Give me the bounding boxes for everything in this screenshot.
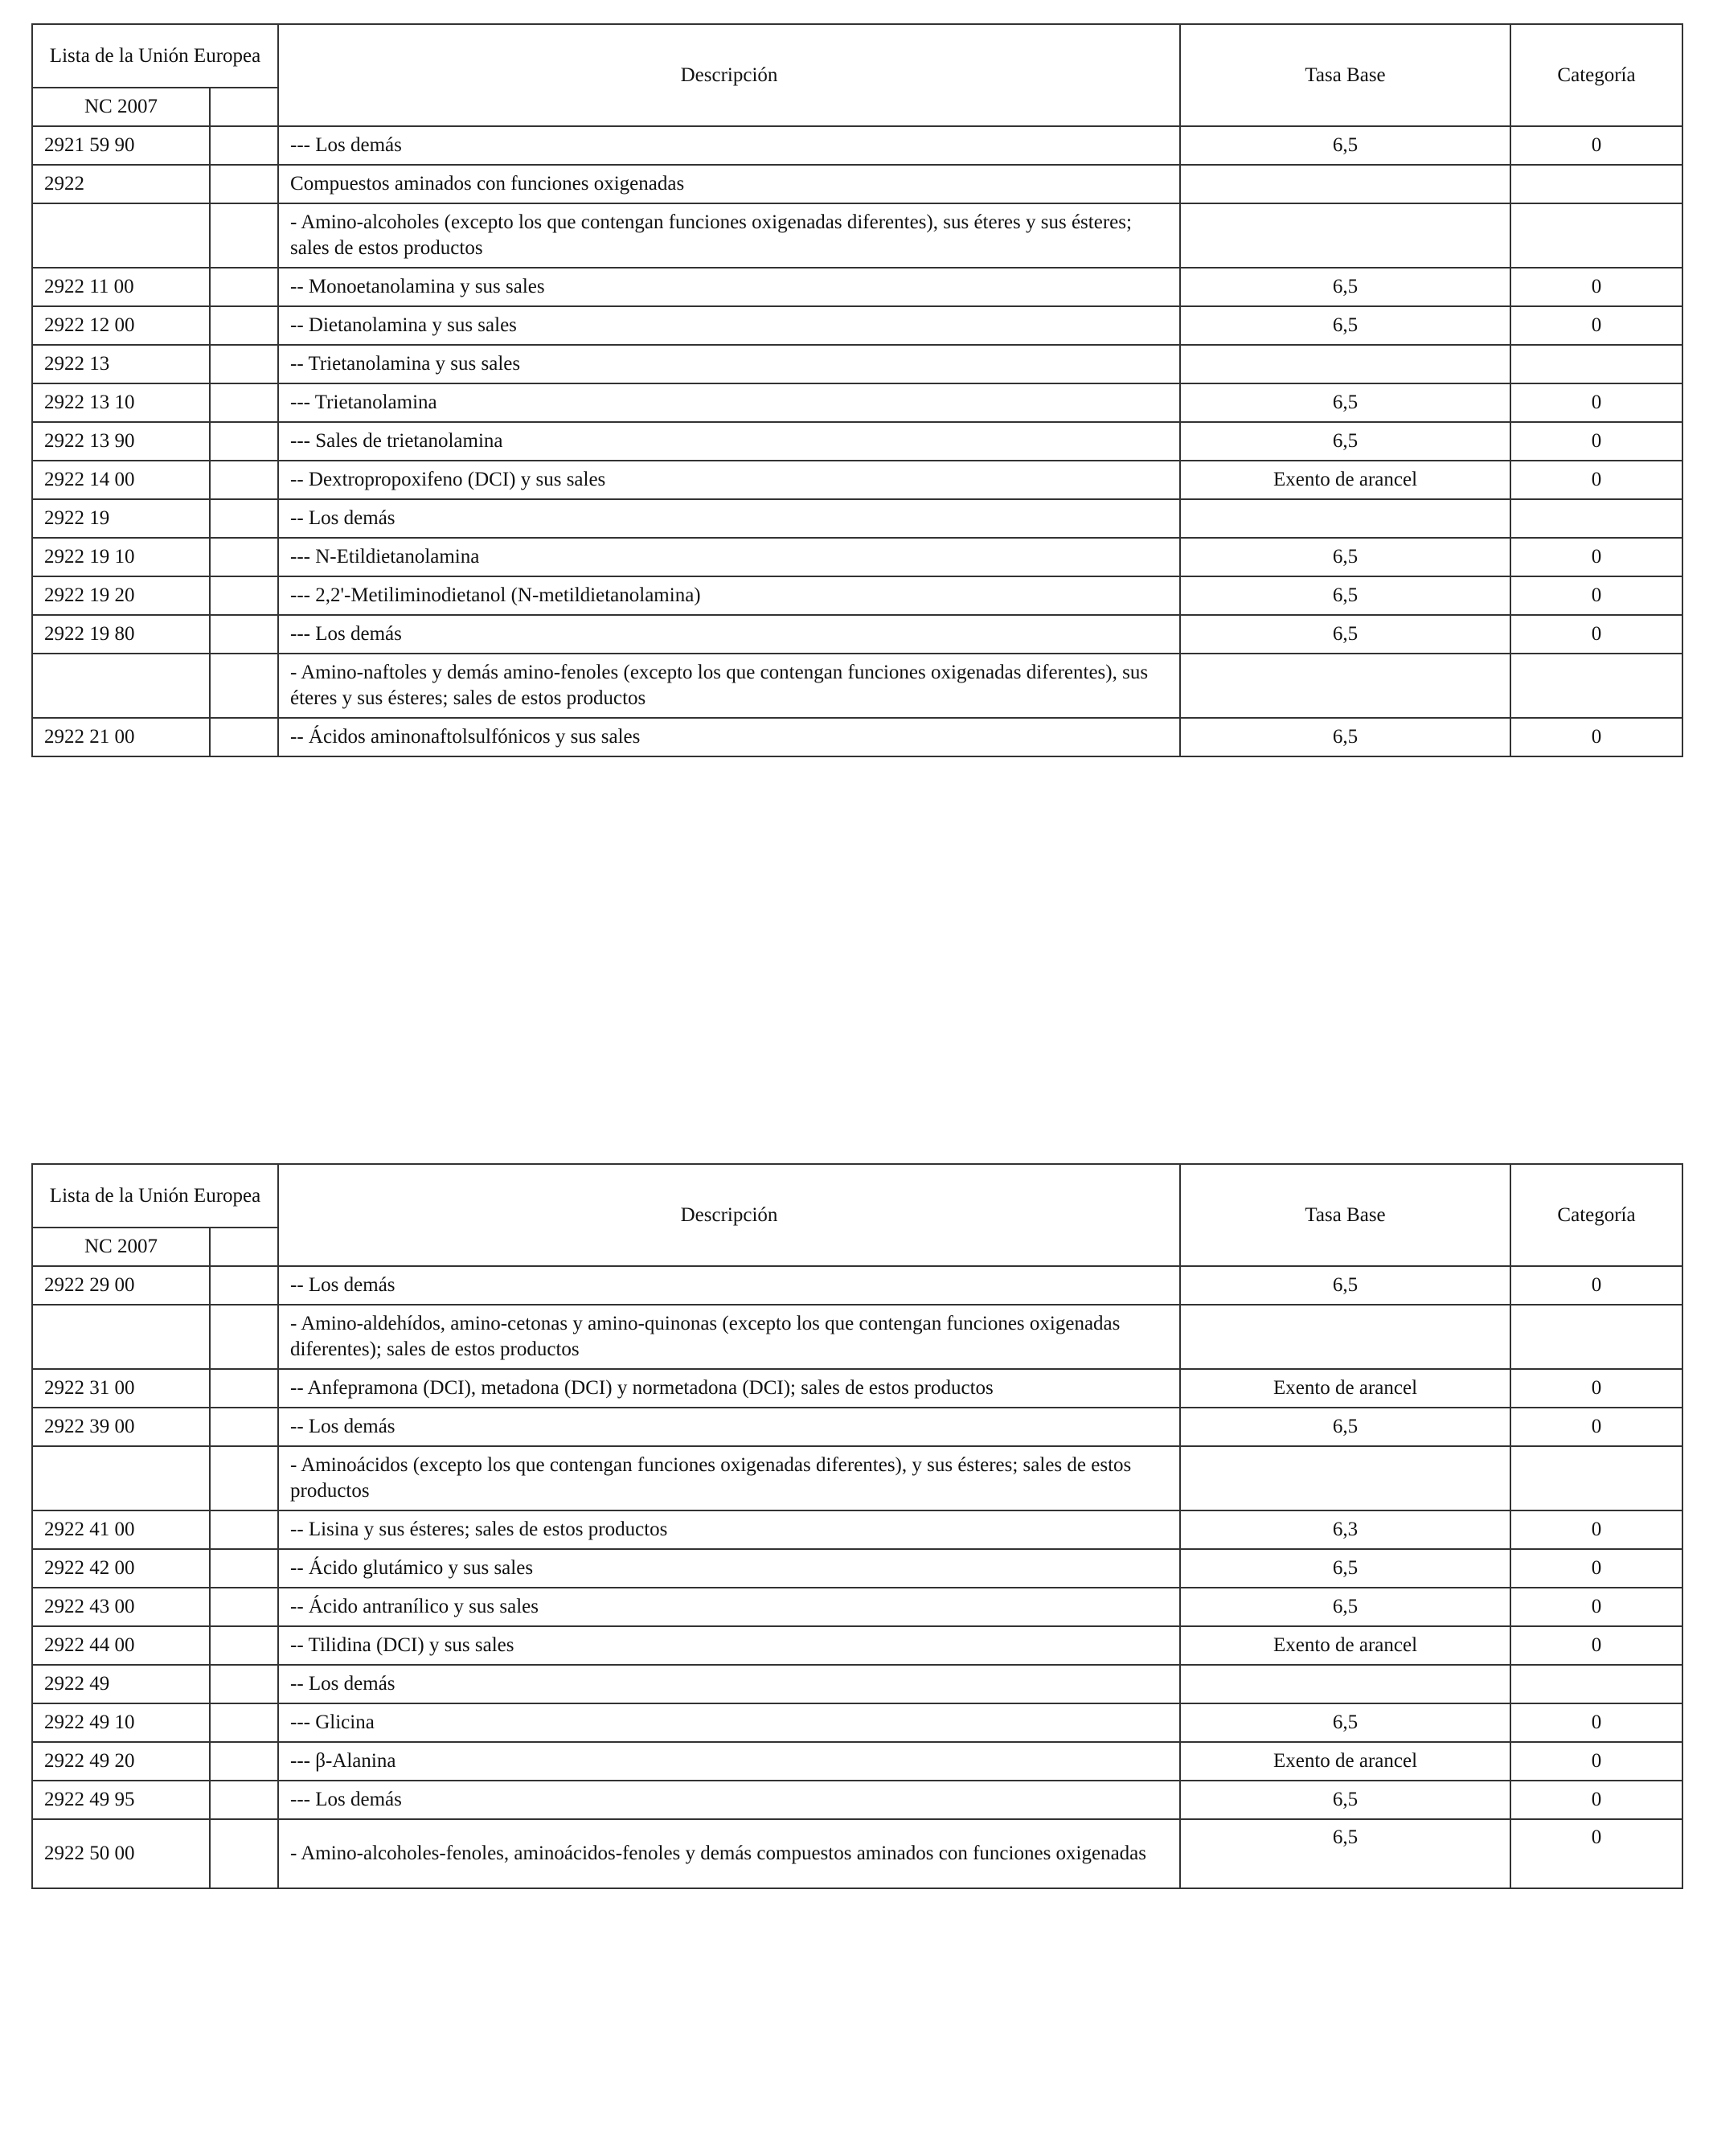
description: -- Los demás (278, 1665, 1180, 1703)
nc-code (32, 203, 210, 268)
tasa-base (1180, 1446, 1510, 1510)
categoria (1510, 654, 1682, 718)
categoria (1510, 1665, 1682, 1703)
nc-code: 2922 49 95 (32, 1781, 210, 1819)
nc-code: 2922 19 10 (32, 538, 210, 576)
table-row (32, 1446, 1682, 1510)
table-row (32, 538, 1682, 576)
empty-cell (210, 576, 278, 615)
description: - Aminoácidos (excepto los que contengan funciones oxigenadas diferentes), y sus ésteres; sales de estos productos (278, 1446, 1180, 1510)
empty-cell (210, 1742, 278, 1781)
empty-cell (210, 461, 278, 499)
tasa-base: 6,5 (1180, 538, 1510, 576)
header-categoria: Categoría (1510, 1164, 1682, 1266)
categoria: 0 (1510, 576, 1682, 615)
categoria: 0 (1510, 1781, 1682, 1819)
header-empty-cell (210, 88, 278, 126)
empty-cell (210, 126, 278, 165)
categoria: 0 (1510, 1510, 1682, 1549)
table-row (32, 499, 1682, 538)
nc-code: 2922 41 00 (32, 1510, 210, 1549)
empty-cell (210, 165, 278, 203)
table-header (32, 24, 1682, 126)
nc-code: 2922 49 10 (32, 1703, 210, 1742)
tasa-base: 6,3 (1180, 1510, 1510, 1549)
table-row (32, 718, 1682, 756)
categoria: 0 (1510, 718, 1682, 756)
description: - Amino-alcoholes (excepto los que contengan funciones oxigenadas diferentes), sus éteres y sus ésteres; sales de estos productos (278, 203, 1180, 268)
table-header (32, 1164, 1682, 1266)
nc-code (32, 654, 210, 718)
table-row (32, 1781, 1682, 1819)
description: -- Anfepramona (DCI), metadona (DCI) y normetadona (DCI); sales de estos productos (278, 1369, 1180, 1408)
empty-cell (210, 345, 278, 383)
categoria: 0 (1510, 1703, 1682, 1742)
empty-cell (210, 1266, 278, 1305)
empty-cell (210, 268, 278, 306)
nc-code: 2922 43 00 (32, 1588, 210, 1626)
categoria: 0 (1510, 306, 1682, 345)
table-row (32, 1510, 1682, 1549)
empty-cell (210, 499, 278, 538)
categoria: 0 (1510, 422, 1682, 461)
description: Compuestos aminados con funciones oxigenadas (278, 165, 1180, 203)
categoria: 0 (1510, 1369, 1682, 1408)
tasa-base: 6,5 (1180, 1703, 1510, 1742)
tariff-table-1 (31, 23, 1683, 757)
description: --- β-Alanina (278, 1742, 1180, 1781)
tasa-base: 6,5 (1180, 126, 1510, 165)
description: - Amino-alcoholes-fenoles, aminoácidos-fenoles y demás compuestos aminados con funciones oxigenadas (278, 1819, 1180, 1888)
nc-code: 2922 11 00 (32, 268, 210, 306)
nc-code: 2922 39 00 (32, 1408, 210, 1446)
table-row (32, 165, 1682, 203)
table-row (32, 1626, 1682, 1665)
nc-code: 2922 19 80 (32, 615, 210, 654)
description: -- Trietanolamina y sus sales (278, 345, 1180, 383)
table-row (32, 576, 1682, 615)
tasa-base: Exento de arancel (1180, 1626, 1510, 1665)
empty-cell (210, 718, 278, 756)
table-body (32, 1266, 1682, 1888)
empty-cell (210, 1369, 278, 1408)
categoria (1510, 345, 1682, 383)
description: --- Sales de trietanolamina (278, 422, 1180, 461)
categoria: 0 (1510, 1626, 1682, 1665)
description: --- Los demás (278, 615, 1180, 654)
nc-code (32, 1446, 210, 1510)
table-body (32, 126, 1682, 756)
nc-code: 2922 13 90 (32, 422, 210, 461)
header-lista: Lista de la Unión Europea (32, 24, 278, 88)
tasa-base: 6,5 (1180, 718, 1510, 756)
empty-cell (210, 203, 278, 268)
empty-cell (210, 1703, 278, 1742)
nc-code: 2922 42 00 (32, 1549, 210, 1588)
header-lista: Lista de la Unión Europea (32, 1164, 278, 1228)
tasa-base: Exento de arancel (1180, 1369, 1510, 1408)
tasa-base: 6,5 (1180, 615, 1510, 654)
tasa-base: 6,5 (1180, 1819, 1510, 1888)
table-row (32, 126, 1682, 165)
tasa-base (1180, 345, 1510, 383)
table-row (32, 1369, 1682, 1408)
nc-code: 2922 50 00 (32, 1819, 210, 1888)
header-categoria: Categoría (1510, 24, 1682, 126)
categoria: 0 (1510, 1408, 1682, 1446)
empty-cell (210, 1305, 278, 1369)
table-row (32, 461, 1682, 499)
nc-code: 2922 19 20 (32, 576, 210, 615)
categoria (1510, 499, 1682, 538)
table-row (32, 345, 1682, 383)
description: --- Trietanolamina (278, 383, 1180, 422)
tasa-base: 6,5 (1180, 576, 1510, 615)
tasa-base: 6,5 (1180, 1408, 1510, 1446)
empty-cell (210, 1626, 278, 1665)
table-row (32, 1305, 1682, 1369)
tasa-base: 6,5 (1180, 306, 1510, 345)
table-row (32, 1819, 1682, 1888)
empty-cell (210, 1781, 278, 1819)
table-row (32, 1703, 1682, 1742)
tasa-base: Exento de arancel (1180, 461, 1510, 499)
categoria: 0 (1510, 1266, 1682, 1305)
categoria: 0 (1510, 1742, 1682, 1781)
nc-code (32, 1305, 210, 1369)
table-row (32, 306, 1682, 345)
description: -- Tilidina (DCI) y sus sales (278, 1626, 1180, 1665)
empty-cell (210, 1549, 278, 1588)
description: --- N-Etildietanolamina (278, 538, 1180, 576)
header-descripcion: Descripción (278, 24, 1180, 126)
categoria: 0 (1510, 268, 1682, 306)
header-tasa-base: Tasa Base (1180, 24, 1510, 126)
nc-code: 2922 19 (32, 499, 210, 538)
table-row (32, 1742, 1682, 1781)
tasa-base: 6,5 (1180, 1266, 1510, 1305)
categoria: 0 (1510, 461, 1682, 499)
empty-cell (210, 1408, 278, 1446)
tasa-base (1180, 203, 1510, 268)
table-row (32, 615, 1682, 654)
header-tasa-base: Tasa Base (1180, 1164, 1510, 1266)
description: -- Ácidos aminonaftolsulfónicos y sus sales (278, 718, 1180, 756)
tasa-base: Exento de arancel (1180, 1742, 1510, 1781)
empty-cell (210, 383, 278, 422)
table-row (32, 1408, 1682, 1446)
nc-code: 2922 49 (32, 1665, 210, 1703)
tasa-base: 6,5 (1180, 268, 1510, 306)
empty-cell (210, 1588, 278, 1626)
description: --- 2,2'-Metiliminodietanol (N-metildietanolamina) (278, 576, 1180, 615)
tasa-base: 6,5 (1180, 1549, 1510, 1588)
nc-code: 2922 31 00 (32, 1369, 210, 1408)
description: -- Ácido antranílico y sus sales (278, 1588, 1180, 1626)
description: -- Los demás (278, 1266, 1180, 1305)
header-empty-cell (210, 1228, 278, 1266)
description: -- Lisina y sus ésteres; sales de estos productos (278, 1510, 1180, 1549)
categoria (1510, 1446, 1682, 1510)
description: - Amino-aldehídos, amino-cetonas y amino-quinonas (excepto los que contengan funciones oxigenadas diferentes); sales de estos productos (278, 1305, 1180, 1369)
nc-code: 2922 21 00 (32, 718, 210, 756)
tasa-base (1180, 499, 1510, 538)
empty-cell (210, 422, 278, 461)
empty-cell (210, 1819, 278, 1888)
tasa-base: 6,5 (1180, 383, 1510, 422)
header-descripcion: Descripción (278, 1164, 1180, 1266)
table-row (32, 268, 1682, 306)
categoria: 0 (1510, 1819, 1682, 1888)
table-row (32, 1266, 1682, 1305)
tariff-table-2 (31, 1163, 1683, 1889)
description: --- Los demás (278, 126, 1180, 165)
table-row (32, 1588, 1682, 1626)
table-row (32, 1665, 1682, 1703)
description: -- Monoetanolamina y sus sales (278, 268, 1180, 306)
description: --- Los demás (278, 1781, 1180, 1819)
table-row (32, 1549, 1682, 1588)
table-row (32, 203, 1682, 268)
nc-code: 2922 13 (32, 345, 210, 383)
categoria: 0 (1510, 615, 1682, 654)
description: -- Dextropropoxifeno (DCI) y sus sales (278, 461, 1180, 499)
categoria: 0 (1510, 1588, 1682, 1626)
categoria: 0 (1510, 383, 1682, 422)
tasa-base (1180, 165, 1510, 203)
tasa-base: 6,5 (1180, 1588, 1510, 1626)
categoria: 0 (1510, 126, 1682, 165)
tasa-base: 6,5 (1180, 422, 1510, 461)
categoria (1510, 1305, 1682, 1369)
tasa-base (1180, 1665, 1510, 1703)
description: --- Glicina (278, 1703, 1180, 1742)
tasa-base: 6,5 (1180, 1781, 1510, 1819)
description: -- Los demás (278, 499, 1180, 538)
categoria (1510, 203, 1682, 268)
categoria (1510, 165, 1682, 203)
header-nc-2007: NC 2007 (32, 88, 210, 126)
nc-code: 2922 12 00 (32, 306, 210, 345)
empty-cell (210, 615, 278, 654)
header-nc-2007: NC 2007 (32, 1228, 210, 1266)
empty-cell (210, 654, 278, 718)
table-row (32, 654, 1682, 718)
description: -- Ácido glutámico y sus sales (278, 1549, 1180, 1588)
nc-code: 2922 44 00 (32, 1626, 210, 1665)
nc-code: 2922 13 10 (32, 383, 210, 422)
table-row (32, 422, 1682, 461)
tasa-base (1180, 1305, 1510, 1369)
empty-cell (210, 1446, 278, 1510)
empty-cell (210, 538, 278, 576)
table-row (32, 383, 1682, 422)
description: -- Los demás (278, 1408, 1180, 1446)
description: - Amino-naftoles y demás amino-fenoles (excepto los que contengan funciones oxigenadas diferentes), sus éteres y sus ésteres; sales de estos productos (278, 654, 1180, 718)
empty-cell (210, 1665, 278, 1703)
nc-code: 2921 59 90 (32, 126, 210, 165)
categoria: 0 (1510, 1549, 1682, 1588)
empty-cell (210, 1510, 278, 1549)
nc-code: 2922 29 00 (32, 1266, 210, 1305)
description: -- Dietanolamina y sus sales (278, 306, 1180, 345)
nc-code: 2922 49 20 (32, 1742, 210, 1781)
tasa-base (1180, 654, 1510, 718)
empty-cell (210, 306, 278, 345)
nc-code: 2922 14 00 (32, 461, 210, 499)
nc-code: 2922 (32, 165, 210, 203)
categoria: 0 (1510, 538, 1682, 576)
